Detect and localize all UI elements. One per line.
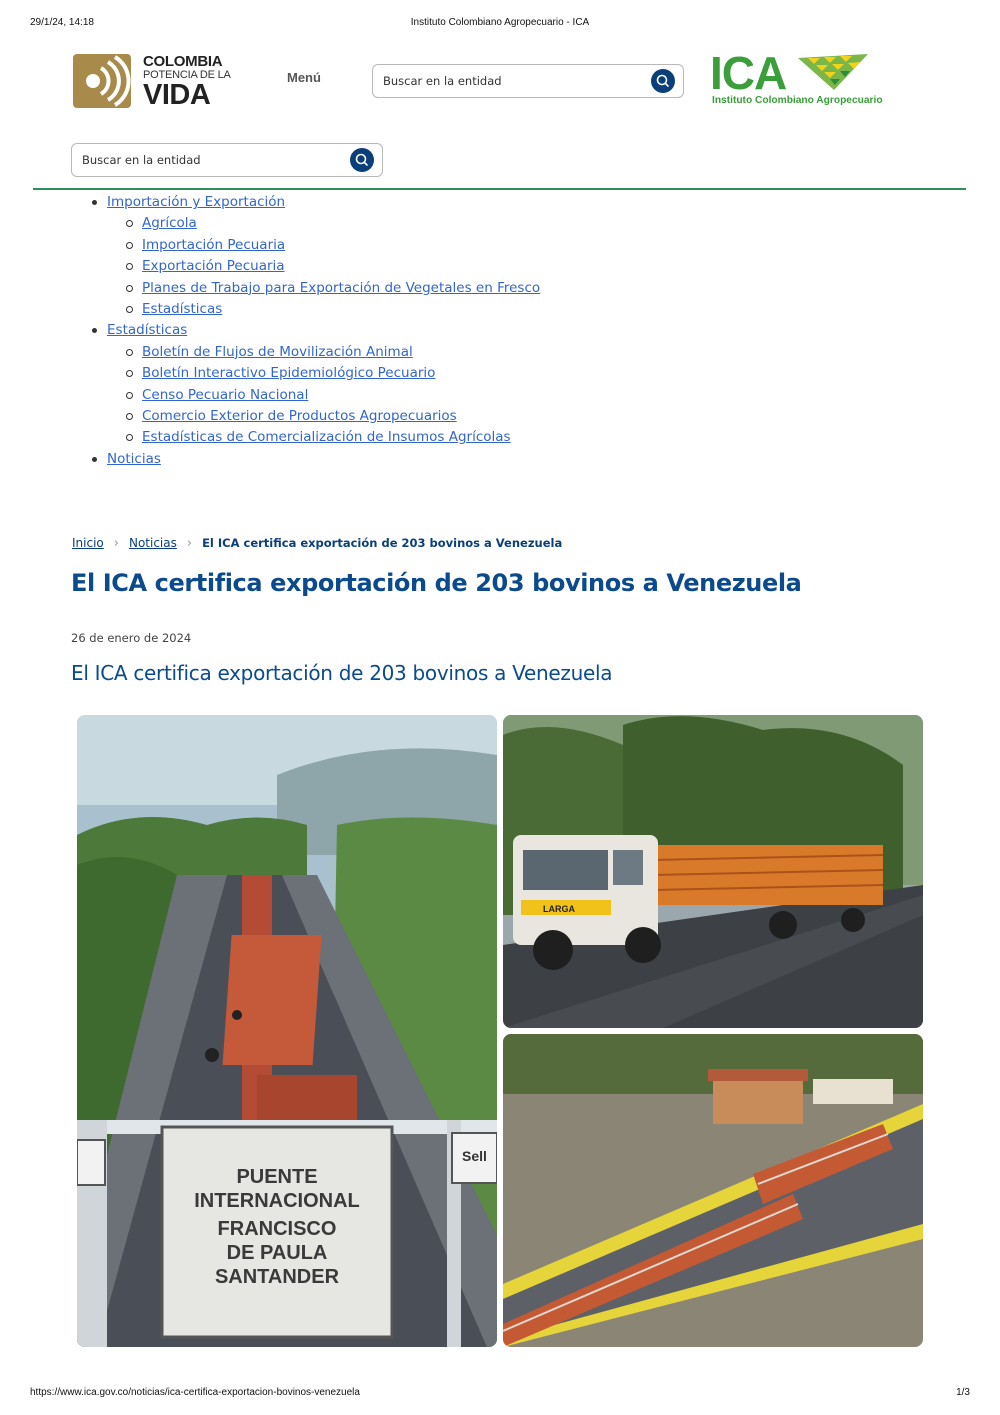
main-nav bbox=[0, 192, 540, 470]
gov-logo-mark-icon bbox=[73, 52, 135, 110]
breadcrumb-section[interactable]: Noticias bbox=[128, 536, 177, 550]
sign-line-4: DE PAULA bbox=[226, 1242, 328, 1264]
nav-subitem bbox=[0, 363, 540, 384]
nav-subitem bbox=[0, 213, 540, 234]
header-divider bbox=[33, 188, 966, 190]
gov-logo-line3: VIDA bbox=[143, 79, 211, 111]
nav-subitem bbox=[0, 427, 540, 448]
nav-link[interactable]: Boletín de Flujos de Movilización Animal bbox=[142, 343, 413, 360]
nav-subitem bbox=[0, 299, 540, 320]
nav-link[interactable]: Exportación Pecuaria bbox=[142, 258, 285, 275]
nav-link[interactable]: Planes de Trabajo para Exportación de Vegetales en Fresco bbox=[142, 279, 541, 296]
print-header bbox=[0, 17, 1000, 31]
search-input[interactable] bbox=[383, 65, 623, 97]
secondary-search bbox=[71, 143, 383, 177]
gov-logo-line2: POTENCIA DE LA bbox=[143, 69, 231, 81]
search-input-secondary[interactable] bbox=[82, 144, 322, 176]
header-search bbox=[372, 64, 684, 98]
print-datetime: 29/1/24, 14:18 bbox=[30, 17, 94, 28]
bullet bbox=[126, 242, 133, 249]
article-date: 26 de enero de 2024 bbox=[71, 631, 192, 645]
search-icon bbox=[350, 148, 374, 172]
chevron-right-icon: › bbox=[113, 536, 119, 551]
bullet bbox=[126, 306, 133, 313]
nav-link[interactable]: Estadísticas de Comercialización de Insumos Agrícolas bbox=[142, 429, 511, 446]
bullet bbox=[126, 349, 133, 356]
photo-trucks-aerial bbox=[503, 1034, 923, 1347]
nav-subitem bbox=[0, 278, 540, 299]
bullet bbox=[126, 392, 133, 399]
print-footer bbox=[0, 1387, 1000, 1401]
nav-subitem bbox=[0, 342, 540, 363]
photo-trucks-road bbox=[503, 715, 923, 1028]
nav-subitem bbox=[0, 235, 540, 256]
breadcrumb-current: El ICA certifica exportación de 203 bovinos a Venezuela bbox=[202, 536, 563, 550]
article-subtitle: El ICA certifica exportación de 203 bovinos a Venezuela bbox=[71, 661, 613, 685]
nav-subitem bbox=[0, 385, 540, 406]
nav-link[interactable]: Noticias bbox=[107, 450, 161, 467]
nav-link[interactable]: Estadísticas bbox=[142, 300, 223, 317]
nav-link[interactable]: Agrícola bbox=[142, 215, 197, 232]
truck-plate-text: LARGA bbox=[543, 904, 575, 914]
bullet bbox=[92, 200, 97, 205]
bullet bbox=[126, 263, 133, 270]
nav-subitem bbox=[0, 406, 540, 427]
ica-logo[interactable] bbox=[710, 47, 883, 110]
menu-button[interactable]: Menú bbox=[287, 70, 321, 85]
bullet bbox=[126, 220, 133, 227]
search-button[interactable] bbox=[651, 69, 675, 93]
sign-line-5: SANTANDER bbox=[214, 1266, 340, 1288]
bullet bbox=[126, 285, 133, 292]
breadcrumb bbox=[72, 534, 562, 552]
bullet bbox=[126, 370, 133, 377]
nav-item-estadisticas bbox=[0, 320, 540, 341]
sign-line-3: FRANCISCO bbox=[217, 1218, 337, 1240]
sign-line-2: INTERNACIONAL bbox=[194, 1190, 360, 1212]
nav-link[interactable]: Comercio Exterior de Productos Agropecuarios bbox=[142, 407, 457, 424]
sign-line-1: PUENTE bbox=[236, 1166, 318, 1188]
print-url: https://www.ica.gov.co/noticias/ica-certifica-exportacion-bovinos-venezuela bbox=[30, 1387, 360, 1398]
search-icon bbox=[651, 69, 675, 93]
nav-link[interactable]: Importación y Exportación bbox=[107, 194, 286, 210]
chevron-right-icon: › bbox=[186, 536, 193, 551]
bullet bbox=[126, 413, 133, 420]
side-sign-text: Sell bbox=[462, 1148, 487, 1164]
photo-bridge-sign bbox=[77, 715, 497, 1347]
search-button-secondary[interactable] bbox=[350, 148, 374, 172]
page-title: El ICA certifica exportación de 203 bovinos a Venezuela bbox=[71, 569, 802, 597]
nav-item-importacion-exportacion bbox=[0, 192, 540, 213]
ica-logo-subtitle: Instituto Colombiano Agropecuario bbox=[712, 95, 883, 106]
nav-link[interactable]: Importación Pecuaria bbox=[142, 236, 286, 253]
colombia-potencia-de-la-vida-logo[interactable] bbox=[73, 52, 233, 110]
print-page-number: 1/3 bbox=[956, 1387, 970, 1398]
ica-flag-icon bbox=[798, 52, 870, 92]
nav-item-noticias bbox=[0, 449, 540, 470]
print-page-title: Instituto Colombiano Agropecuario - ICA bbox=[410, 17, 590, 28]
nav-link[interactable]: Boletín Interactivo Epidemiológico Pecuario bbox=[142, 365, 436, 382]
breadcrumb-home[interactable]: Inicio bbox=[72, 536, 104, 550]
nav-subitem bbox=[0, 256, 540, 277]
bullet bbox=[126, 434, 133, 441]
bullet bbox=[92, 457, 97, 462]
nav-link[interactable]: Estadísticas bbox=[107, 322, 188, 339]
bullet bbox=[92, 328, 97, 333]
nav-link[interactable]: Censo Pecuario Nacional bbox=[142, 386, 309, 403]
gov-logo-line1: COLOMBIA bbox=[143, 53, 223, 70]
ica-logo-word: ICA bbox=[710, 47, 787, 99]
